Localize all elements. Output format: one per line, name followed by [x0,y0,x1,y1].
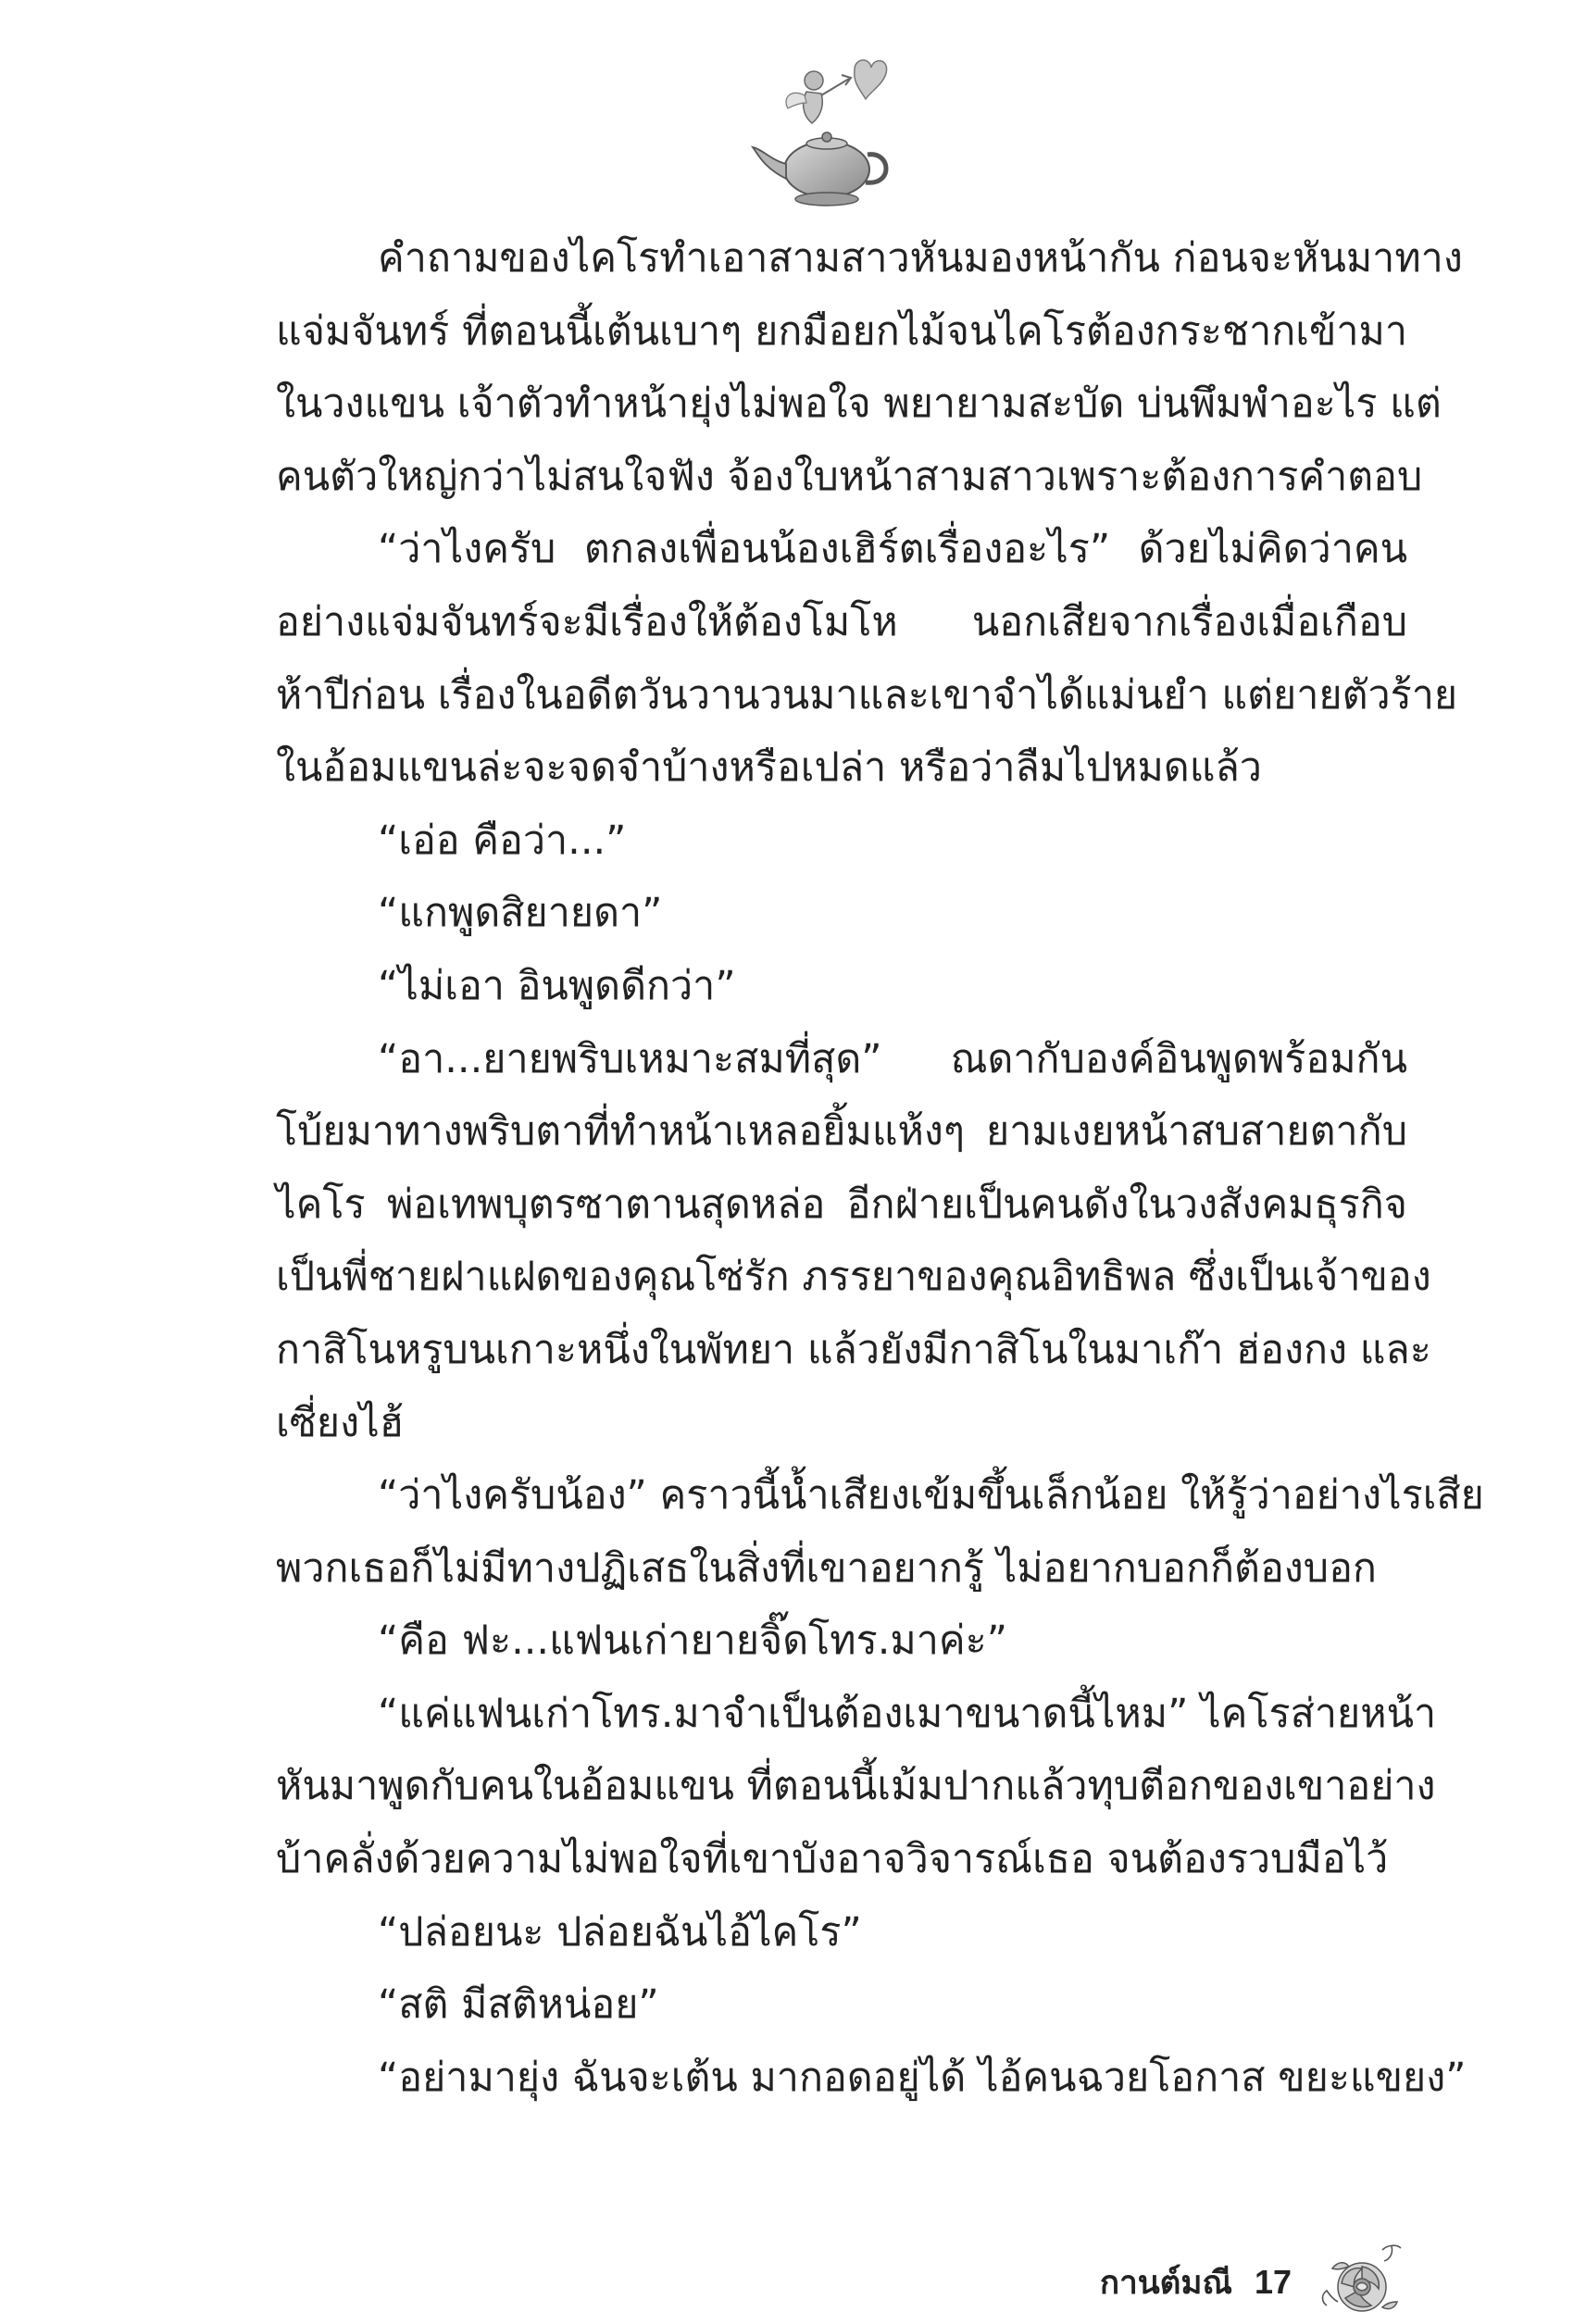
page-number: 17 [1254,2263,1292,2301]
paragraph-line: “ปล่อยนะ ปล่อยฉันไอ้ไคโร” [378,1908,862,1955]
paragraph-line: “อา...ยายพริบเหมาะสมที่สุด” ณดากับองค์อินพูดพร้อมกัน [378,1035,1407,1082]
paragraph-line: กาสิโนหรูบนเกาะหนึ่งในพัทยา แล้วยังมีกาสิโนในมาเก๊า ฮ่องกง และ [276,1326,1431,1373]
paragraph-line: ในวงแขน เจ้าตัวทำหน้ายุ่งไม่พอใจ พยายามสะบัด บ่นพึมพำอะไร แต่ [276,381,1442,428]
paragraph-line: “แค่แฟนเก่าโทร.มาจำเป็นต้องเมาขนาดนี้ไหม” ไคโรส่ายหน้า [378,1690,1437,1737]
paragraph-line: โบ้ยมาทางพริบตาที่ทำหน้าเหลอยิ้มแห้งๆ ยามเงยหน้าสบสายตากับ [276,1108,1407,1156]
paragraph-line: “อย่ามายุ่ง ฉันจะเต้น มากอดอยู่ได้ ไอ้คนฉวยโอกาส ขยะแขยง” [378,2054,1467,2101]
paragraph-line: บ้าคลั่งด้วยความไม่พอใจที่เขาบังอาจวิจารณ์เธอ จนต้องรวบมือไว้ [276,1836,1389,1883]
footer-author: กานต์มณี [1099,2264,1232,2302]
paragraph-line: หันมาพูดกับคนในอ้อมแขน ที่ตอนนี้เม้มปากแล้วทุบตีอกของเขาอย่าง [276,1763,1436,1810]
paragraph-line: ไคโร พ่อเทพบุตรซาตานสุดหล่อ อีกฝ่ายเป็นคนดังในวงสังคมธุรกิจ [276,1181,1407,1228]
page-footer [1100,2245,1405,2319]
paragraph-line: เป็นพี่ชายฝาแฝดของคุณโซ่รัก ภรรยาของคุณอิทธิพล ซึ่งเป็นเจ้าของ [276,1254,1431,1301]
paragraph-line: แจ่มจันทร์ ที่ตอนนี้เต้นเบาๆ ยกมือยกไม้จนไคโรต้องกระชากเข้ามา [276,307,1407,355]
paragraph-line: “ว่าไงครับ ตกลงเพื่อนน้องเฮิร์ตเรื่องอะไร” ด้วยไม่คิดว่าคน [378,526,1407,573]
body-text [276,222,1484,2114]
rose-ornament-icon [1318,2241,1405,2324]
paragraph-line: “แกพูดสิยายดา” [378,890,663,937]
paragraph-line: ห้าปีก่อน เรื่องในอดีตวันวานวนมาและเขาจำได้แม่นยำ แต่ยายตัวร้าย [276,671,1458,718]
paragraph-line: คนตัวใหญ่กว่าไม่สนใจฟัง จ้องใบหน้าสามสาวเพราะต้องการคำตอบ [276,453,1423,500]
paragraph-line: อย่างแจ่มจันทร์จะมีเรื่องให้ต้องโมโห นอกเสียจากเรื่องเมื่อเกือบ [276,598,1407,645]
paragraph-line: “คือ ฟะ...แฟนเก่ายายจิ๊ดโทร.มาค่ะ” [378,1618,1008,1665]
paragraph-line: ในอ้อมแขนล่ะจะจดจำบ้างหรือเปล่า หรือว่าลืมไปหมดแล้ว [276,744,1262,792]
paragraph-line: “สติ มีสติหน่อย” [378,1981,659,2029]
paragraph-line: เซี่ยงไฮ้ [276,1399,404,1446]
paragraph-line: คำถามของไคโรทำเอาสามสาวหันมองหน้ากัน ก่อนจะหันมาทาง [378,235,1463,281]
paragraph-line: “ว่าไงครับน้อง” คราวนี้น้ำเสียงเข้มขึ้นเล็กน้อย ให้รู้ว่าอย่างไรเสีย [378,1472,1484,1519]
cupid-teapot-ornament-icon [745,51,903,218]
paragraph-line: พวกเธอก็ไม่มีทางปฏิเสธในสิ่งที่เขาอยากรู้ ไม่อยากบอกก็ต้องบอก [276,1544,1377,1592]
paragraph-line: “เอ่อ คือว่า...” [378,817,627,864]
paragraph-line: “ไม่เอา อินพูดดีกว่า” [378,962,736,1009]
